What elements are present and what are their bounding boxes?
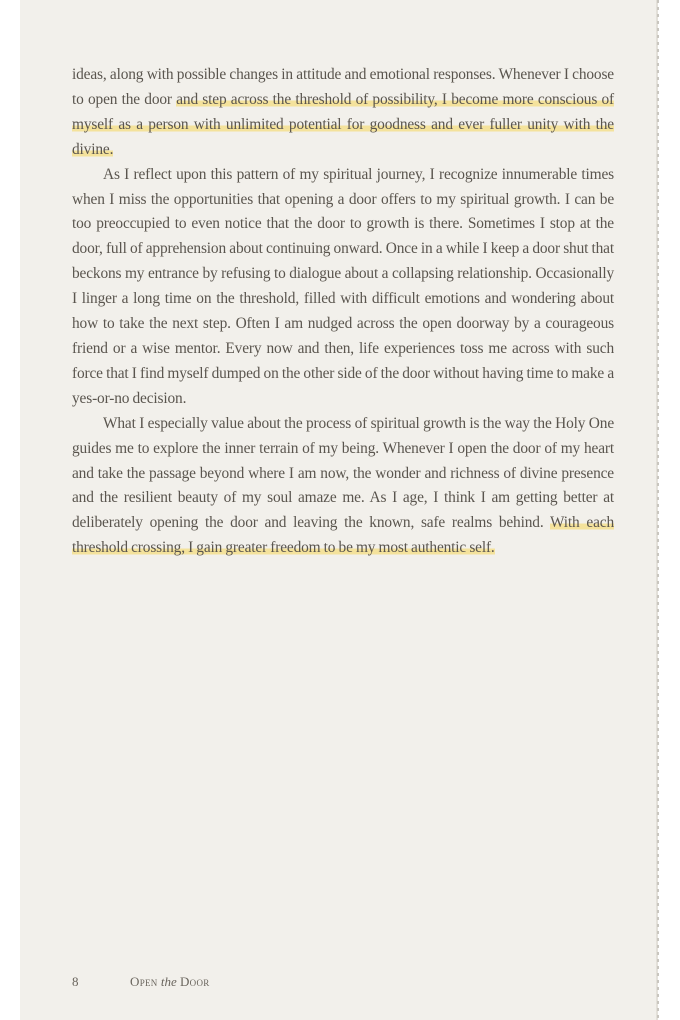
paragraph-1-text: ideas, along with possible changes in attitude and emotional responses. Whenever I choose to open the door: [72, 66, 614, 108]
paragraph-2: As I reflect upon this pattern of my spiritual journey, I recognize innumerable times when I miss the opportunities that opening a door offers to my spiritual growth. I can be too preoccupied to even notice that the door to growth is there. Sometimes I stop at the door, full of apprehension about continuing onward. Once in a while I keep a door shut that beckons my entrance by refusing to dialogue about a collapsing relationship. Occasionally I linger a long time on the threshold, filled with difficult emotions and wondering about how to take the next step. Often I am nudged across the open doorway by a courageous friend or a wise mentor. Every now and then, life experiences toss me across with such force that I find myself dumped on the other side of the door without having time to make a yes-or-no decision.: [72, 165, 614, 407]
paragraph-3: [72, 412, 614, 561]
page-edge: [657, 0, 659, 1020]
page-number: 8: [72, 974, 79, 989]
page-footer: [72, 974, 210, 990]
paragraph-1-highlight: and step across the threshold of possibility, I become more conscious of myself as a person with unlimited potential for goodness and ever fuller unity with the divine.: [72, 90, 615, 158]
paragraph-3-text: What I especially value about the process of spiritual growth is the way the Holy One guides me to explore the inner terrain of my being. Whenever I open the door of my heart and take the passage beyond where I am now, the wonder and richness of divine presence and the resilient beauty of my soul amaze me. As I age, I think I am getting better at deliberately opening the door and leaving the known, safe realms behind.: [72, 414, 614, 532]
paragraph-1: [72, 63, 614, 163]
body-text: [72, 63, 614, 561]
paragraph-3-highlight: With each threshold crossing, I gain greater freedom to be my most authentic self.: [72, 514, 614, 557]
running-title-door: Door: [179, 974, 210, 989]
running-title-the: the: [160, 974, 177, 989]
running-title-open: Open: [130, 974, 158, 989]
